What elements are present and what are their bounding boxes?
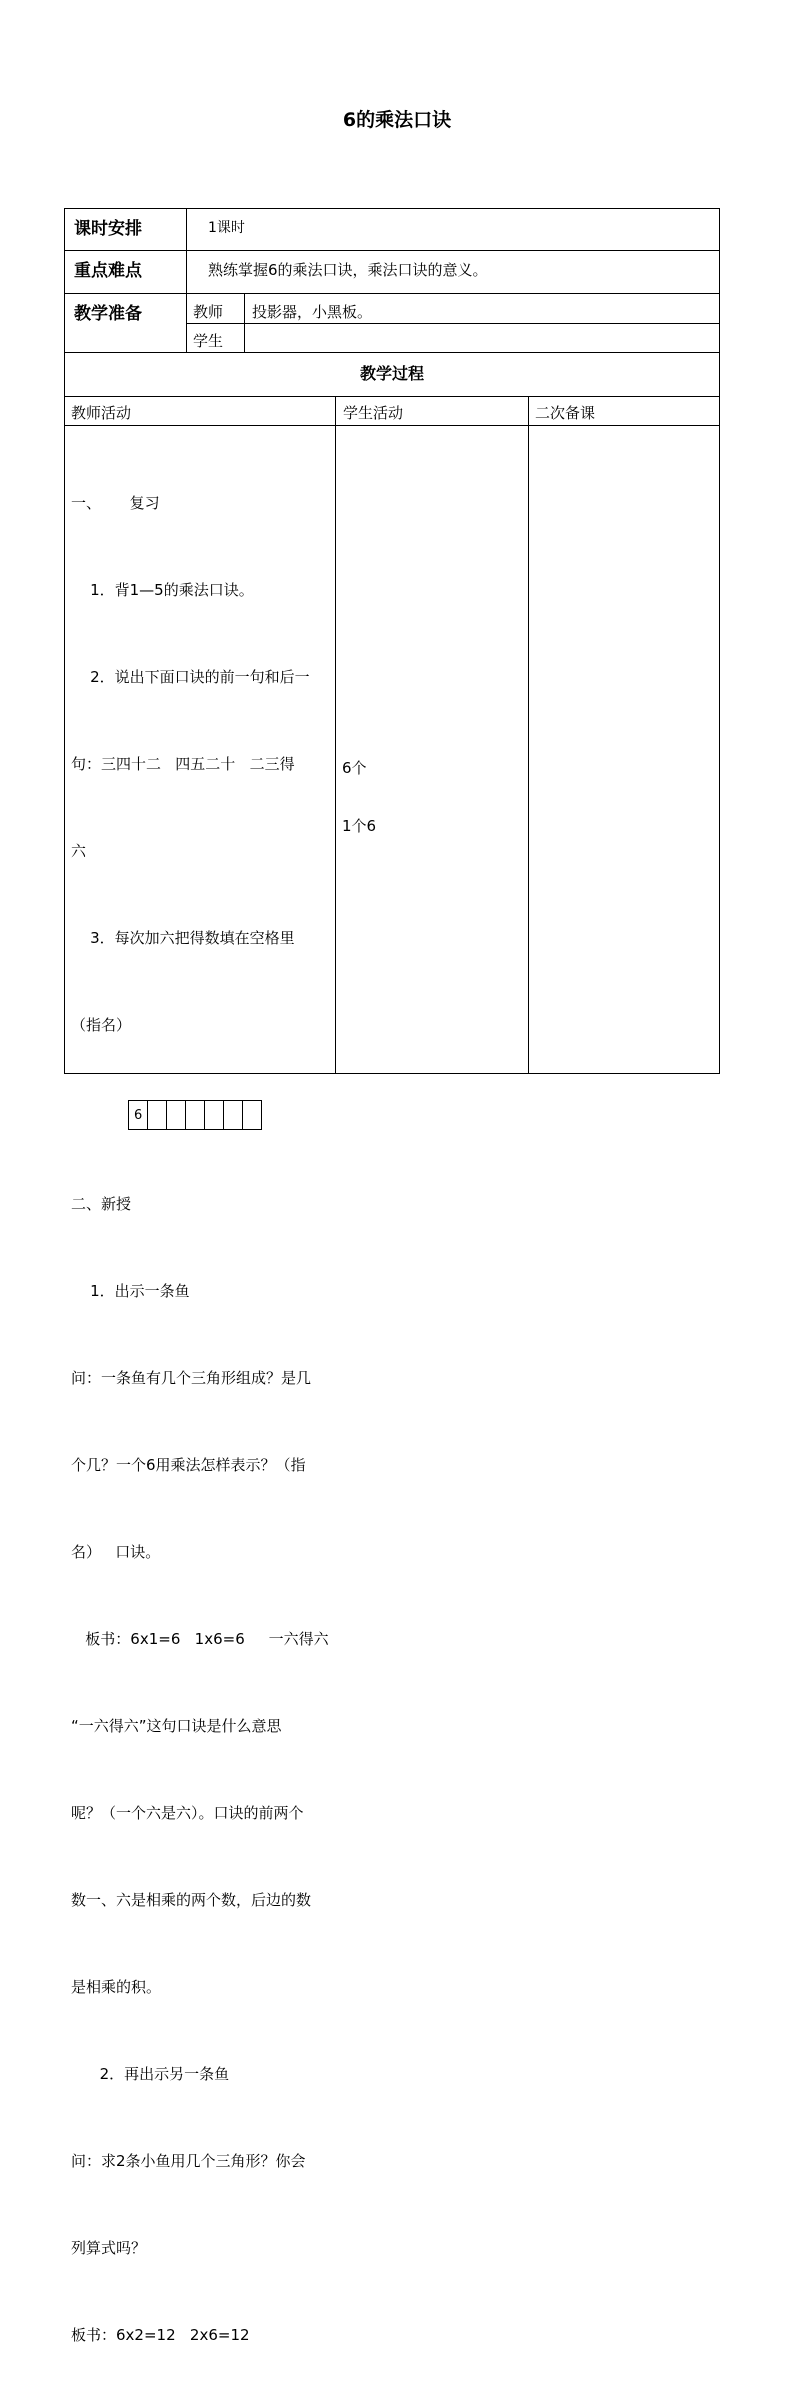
- teacher-line: 2．说出下面口诀的前一句和后一: [71, 668, 310, 686]
- column-divider: [335, 396, 336, 1073]
- teacher-line: “一六得六”这句口诀是什么意思: [71, 1717, 282, 1735]
- key-points-value: 熟练掌握6的乘法口诀，乘法口诀的意义。: [208, 261, 488, 279]
- column-header-revision: 二次备课: [535, 404, 596, 422]
- grid-cell: [185, 1100, 205, 1130]
- teacher-line: 一、 复习: [71, 494, 160, 512]
- grid-cell: [242, 1100, 262, 1130]
- lesson-plan-table: [64, 208, 720, 2344]
- teacher-label: 教师: [193, 303, 224, 321]
- teacher-line: 3．每次加六把得数填在空格里: [71, 929, 295, 947]
- column-divider: [528, 396, 529, 1073]
- teacher-line: 二、新授: [71, 1195, 132, 1213]
- teacher-line: 是相乘的积。: [71, 1978, 162, 1996]
- column-header-student: 学生活动: [343, 404, 404, 422]
- teacher-line: （指名）: [71, 1016, 132, 1034]
- column-divider: [244, 293, 245, 352]
- row-divider: [65, 425, 719, 426]
- grid-cell: [166, 1100, 186, 1130]
- key-points-label: 重点难点: [74, 261, 142, 281]
- teacher-line: 数一、六是相乘的两个数，后边的数: [71, 1891, 312, 1909]
- teacher-line: 句：三四十二 四五二十 二三得: [71, 755, 295, 773]
- teacher-line: 2．再出示另一条鱼: [71, 2065, 230, 2083]
- preparation-label: 教学准备: [74, 304, 142, 324]
- row-divider: [65, 293, 719, 294]
- teacher-line: 板书：6x2=12 2x6=12: [71, 2326, 250, 2344]
- teacher-line: 板书：6x1=6 1x6=6 一六得六: [71, 1630, 329, 1648]
- teacher-line: 1．背1—5的乘法口诀。: [71, 581, 254, 599]
- teacher-line: 问：求2条小鱼用几个三角形？你会: [71, 2152, 306, 2170]
- grid-cell: 6: [128, 1100, 148, 1130]
- page-title: 6的乘法口诀: [342, 109, 452, 131]
- schedule-label: 课时安排: [74, 219, 142, 239]
- teacher-line: 个几？一个6用乘法怎样表示？（指: [71, 1456, 306, 1474]
- student-note: 6个: [342, 759, 367, 777]
- teacher-line: 列算式吗？: [71, 2239, 147, 2257]
- fill-in-grid: [128, 1100, 333, 1130]
- teacher-line: 1．出示一条鱼: [71, 1282, 190, 1300]
- column-header-teacher: 教师活动: [71, 404, 132, 422]
- process-title: 教学过程: [359, 364, 424, 383]
- row-divider: [65, 352, 719, 353]
- schedule-value: 1课时: [208, 220, 245, 236]
- teacher-line: 六: [71, 842, 87, 860]
- teacher-line: 名） 口诀。: [71, 1543, 161, 1561]
- teacher-materials: 投影器，小黑板。: [252, 303, 373, 321]
- grid-cell: [147, 1100, 167, 1130]
- row-divider: [65, 250, 719, 251]
- student-label: 学生: [193, 332, 224, 350]
- grid-cell: [204, 1100, 224, 1130]
- row-divider: [187, 323, 719, 324]
- column-divider: [186, 209, 187, 352]
- grid-cell: [223, 1100, 243, 1130]
- student-note: 1个6: [342, 817, 377, 835]
- row-divider: [65, 396, 719, 397]
- teacher-activity-content: [71, 431, 333, 2408]
- teacher-line: 问：一条鱼有几个三角形组成？是几: [71, 1369, 312, 1387]
- teacher-line: 呢？（一个六是六）。口诀的前两个: [71, 1804, 304, 1822]
